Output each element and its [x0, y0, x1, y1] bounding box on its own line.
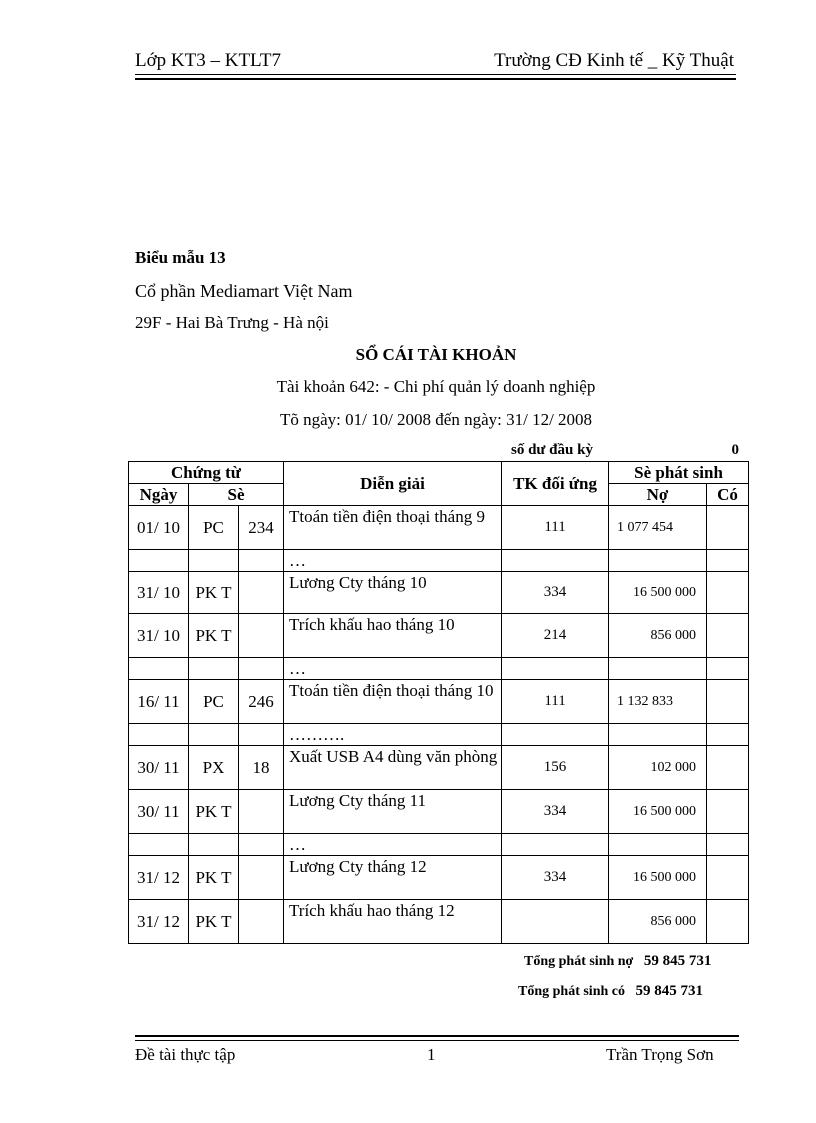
row-credit — [707, 746, 749, 790]
table-row — [129, 680, 749, 724]
col-no: Nợ — [609, 484, 707, 506]
footer-topic: Đề tài thực tập — [135, 1045, 236, 1064]
row-debit: 1 132 833 — [609, 680, 707, 724]
table-row — [129, 724, 749, 746]
header-rule-thick — [135, 78, 736, 80]
row-description: ………. — [284, 724, 502, 746]
row-date: 31/ 10 — [129, 572, 189, 614]
row-debit: 856 000 — [609, 614, 707, 658]
row-doc-type — [189, 724, 239, 746]
form-label: Biểu mẫu 13 — [135, 248, 226, 267]
row-date — [129, 550, 189, 572]
row-doc-type: PX — [189, 746, 239, 790]
row-doc-number: 234 — [239, 506, 284, 550]
row-credit — [707, 506, 749, 550]
header-class: Lớp KT3 – KTLT7 — [135, 50, 282, 71]
row-date — [129, 724, 189, 746]
row-debit — [609, 724, 707, 746]
row-doc-number — [239, 614, 284, 658]
table-row — [129, 856, 749, 900]
row-description: … — [284, 550, 502, 572]
col-so-phat-sinh: Sè phát sinh — [609, 462, 749, 484]
row-date — [129, 658, 189, 680]
row-doc-type: PC — [189, 506, 239, 550]
row-doc-number — [239, 856, 284, 900]
row-doc-number — [239, 550, 284, 572]
row-date: 31/ 10 — [129, 614, 189, 658]
page-header — [135, 50, 736, 74]
row-description: Trích khấu hao tháng 12 — [284, 900, 502, 944]
row-doc-number — [239, 834, 284, 856]
row-description: Lương Cty tháng 10 — [284, 572, 502, 614]
opening-balance — [511, 442, 739, 459]
row-description: Ttoán tiền điện thoại tháng 9 — [284, 506, 502, 550]
col-ngay: Ngày — [129, 484, 189, 506]
company-address: 29F - Hai Bà Trưng - Hà nội — [135, 313, 329, 332]
row-doc-type — [189, 550, 239, 572]
col-dien-giai: Diễn giải — [284, 462, 502, 506]
company-name: Cổ phần Mediamart Việt Nam — [135, 281, 353, 301]
header-school: Trường CĐ Kinh tế _ Kỹ Thuật — [494, 50, 734, 71]
row-credit — [707, 724, 749, 746]
row-doc-type: PK T — [189, 856, 239, 900]
row-credit — [707, 856, 749, 900]
row-date — [129, 834, 189, 856]
row-contra-account: 111 — [502, 680, 609, 724]
period-range: Tõ ngày: 01/ 10/ 2008 đến ngày: 31/ 12/ 2008 — [279, 410, 593, 429]
total-credit — [518, 983, 703, 1000]
row-debit — [609, 658, 707, 680]
ledger-table — [128, 461, 749, 944]
col-tk-doi-ung: TK đối ứng — [502, 462, 609, 506]
row-debit: 16 500 000 — [609, 856, 707, 900]
row-description: Lương Cty tháng 12 — [284, 856, 502, 900]
row-doc-type — [189, 834, 239, 856]
opening-balance-value: 0 — [731, 442, 739, 458]
row-credit — [707, 680, 749, 724]
footer-rule-thick — [135, 1035, 739, 1037]
row-description: … — [284, 658, 502, 680]
row-description: Xuất USB A4 dùng văn phòng — [284, 746, 502, 790]
row-doc-type — [189, 658, 239, 680]
table-row — [129, 746, 749, 790]
row-description: … — [284, 834, 502, 856]
row-doc-number — [239, 790, 284, 834]
row-description: Ttoán tiền điện thoại tháng 10 — [284, 680, 502, 724]
row-description: Lương Cty tháng 11 — [284, 790, 502, 834]
row-doc-number — [239, 724, 284, 746]
row-credit — [707, 834, 749, 856]
total-debit — [524, 953, 711, 970]
row-doc-number: 18 — [239, 746, 284, 790]
total-debit-label: Tổng phát sinh nợ — [524, 954, 634, 969]
table-row — [129, 658, 749, 680]
row-contra-account: 334 — [502, 790, 609, 834]
table-row — [129, 550, 749, 572]
row-contra-account: 214 — [502, 614, 609, 658]
row-contra-account — [502, 724, 609, 746]
row-contra-account — [502, 658, 609, 680]
account-name: Tài khoản 642: - Chi phí quản lý doanh nghiệp — [276, 377, 596, 396]
row-description: Trích khấu hao tháng 10 — [284, 614, 502, 658]
table-row — [129, 790, 749, 834]
row-doc-number — [239, 572, 284, 614]
row-doc-number: 246 — [239, 680, 284, 724]
row-date: 30/ 11 — [129, 746, 189, 790]
row-debit — [609, 550, 707, 572]
row-credit — [707, 658, 749, 680]
table-row — [129, 506, 749, 550]
footer-author: Trần Trọng Sơn — [606, 1045, 714, 1064]
row-doc-type: PK T — [189, 614, 239, 658]
row-date: 16/ 11 — [129, 680, 189, 724]
row-contra-account — [502, 834, 609, 856]
page-number: 1 — [427, 1045, 436, 1064]
ledger-title: SỔ CÁI TÀI KHOẢN — [355, 345, 517, 364]
col-chung-tu: Chứng từ — [129, 462, 284, 484]
row-date: 30/ 11 — [129, 790, 189, 834]
table-row — [129, 614, 749, 658]
footer-rule-thin — [135, 1040, 739, 1041]
row-credit — [707, 614, 749, 658]
row-debit — [609, 834, 707, 856]
row-debit: 16 500 000 — [609, 790, 707, 834]
row-credit — [707, 900, 749, 944]
total-debit-value: 59 845 731 — [643, 953, 712, 969]
row-doc-number — [239, 658, 284, 680]
table-row — [129, 900, 749, 944]
row-doc-number — [239, 900, 284, 944]
row-contra-account: 111 — [502, 506, 609, 550]
opening-balance-label: số dư đầu kỳ — [511, 442, 593, 458]
row-contra-account: 334 — [502, 856, 609, 900]
row-doc-type: PK T — [189, 572, 239, 614]
header-rule-thin — [135, 74, 736, 75]
row-contra-account — [502, 550, 609, 572]
col-co: Có — [707, 484, 749, 506]
row-doc-type: PK T — [189, 790, 239, 834]
col-so: Sè — [189, 484, 284, 506]
row-debit: 1 077 454 — [609, 506, 707, 550]
row-debit: 16 500 000 — [609, 572, 707, 614]
table-row — [129, 834, 749, 856]
row-doc-type: PC — [189, 680, 239, 724]
total-credit-value: 59 845 731 — [635, 983, 703, 999]
row-credit — [707, 550, 749, 572]
row-credit — [707, 790, 749, 834]
row-date: 31/ 12 — [129, 856, 189, 900]
table-row — [129, 572, 749, 614]
row-debit: 102 000 — [609, 746, 707, 790]
total-credit-label: Tổng phát sinh có — [518, 984, 625, 999]
row-doc-type: PK T — [189, 900, 239, 944]
row-date: 01/ 10 — [129, 506, 189, 550]
row-contra-account: 156 — [502, 746, 609, 790]
row-date: 31/ 12 — [129, 900, 189, 944]
row-debit: 856 000 — [609, 900, 707, 944]
row-contra-account — [502, 900, 609, 944]
row-contra-account: 334 — [502, 572, 609, 614]
row-credit — [707, 572, 749, 614]
